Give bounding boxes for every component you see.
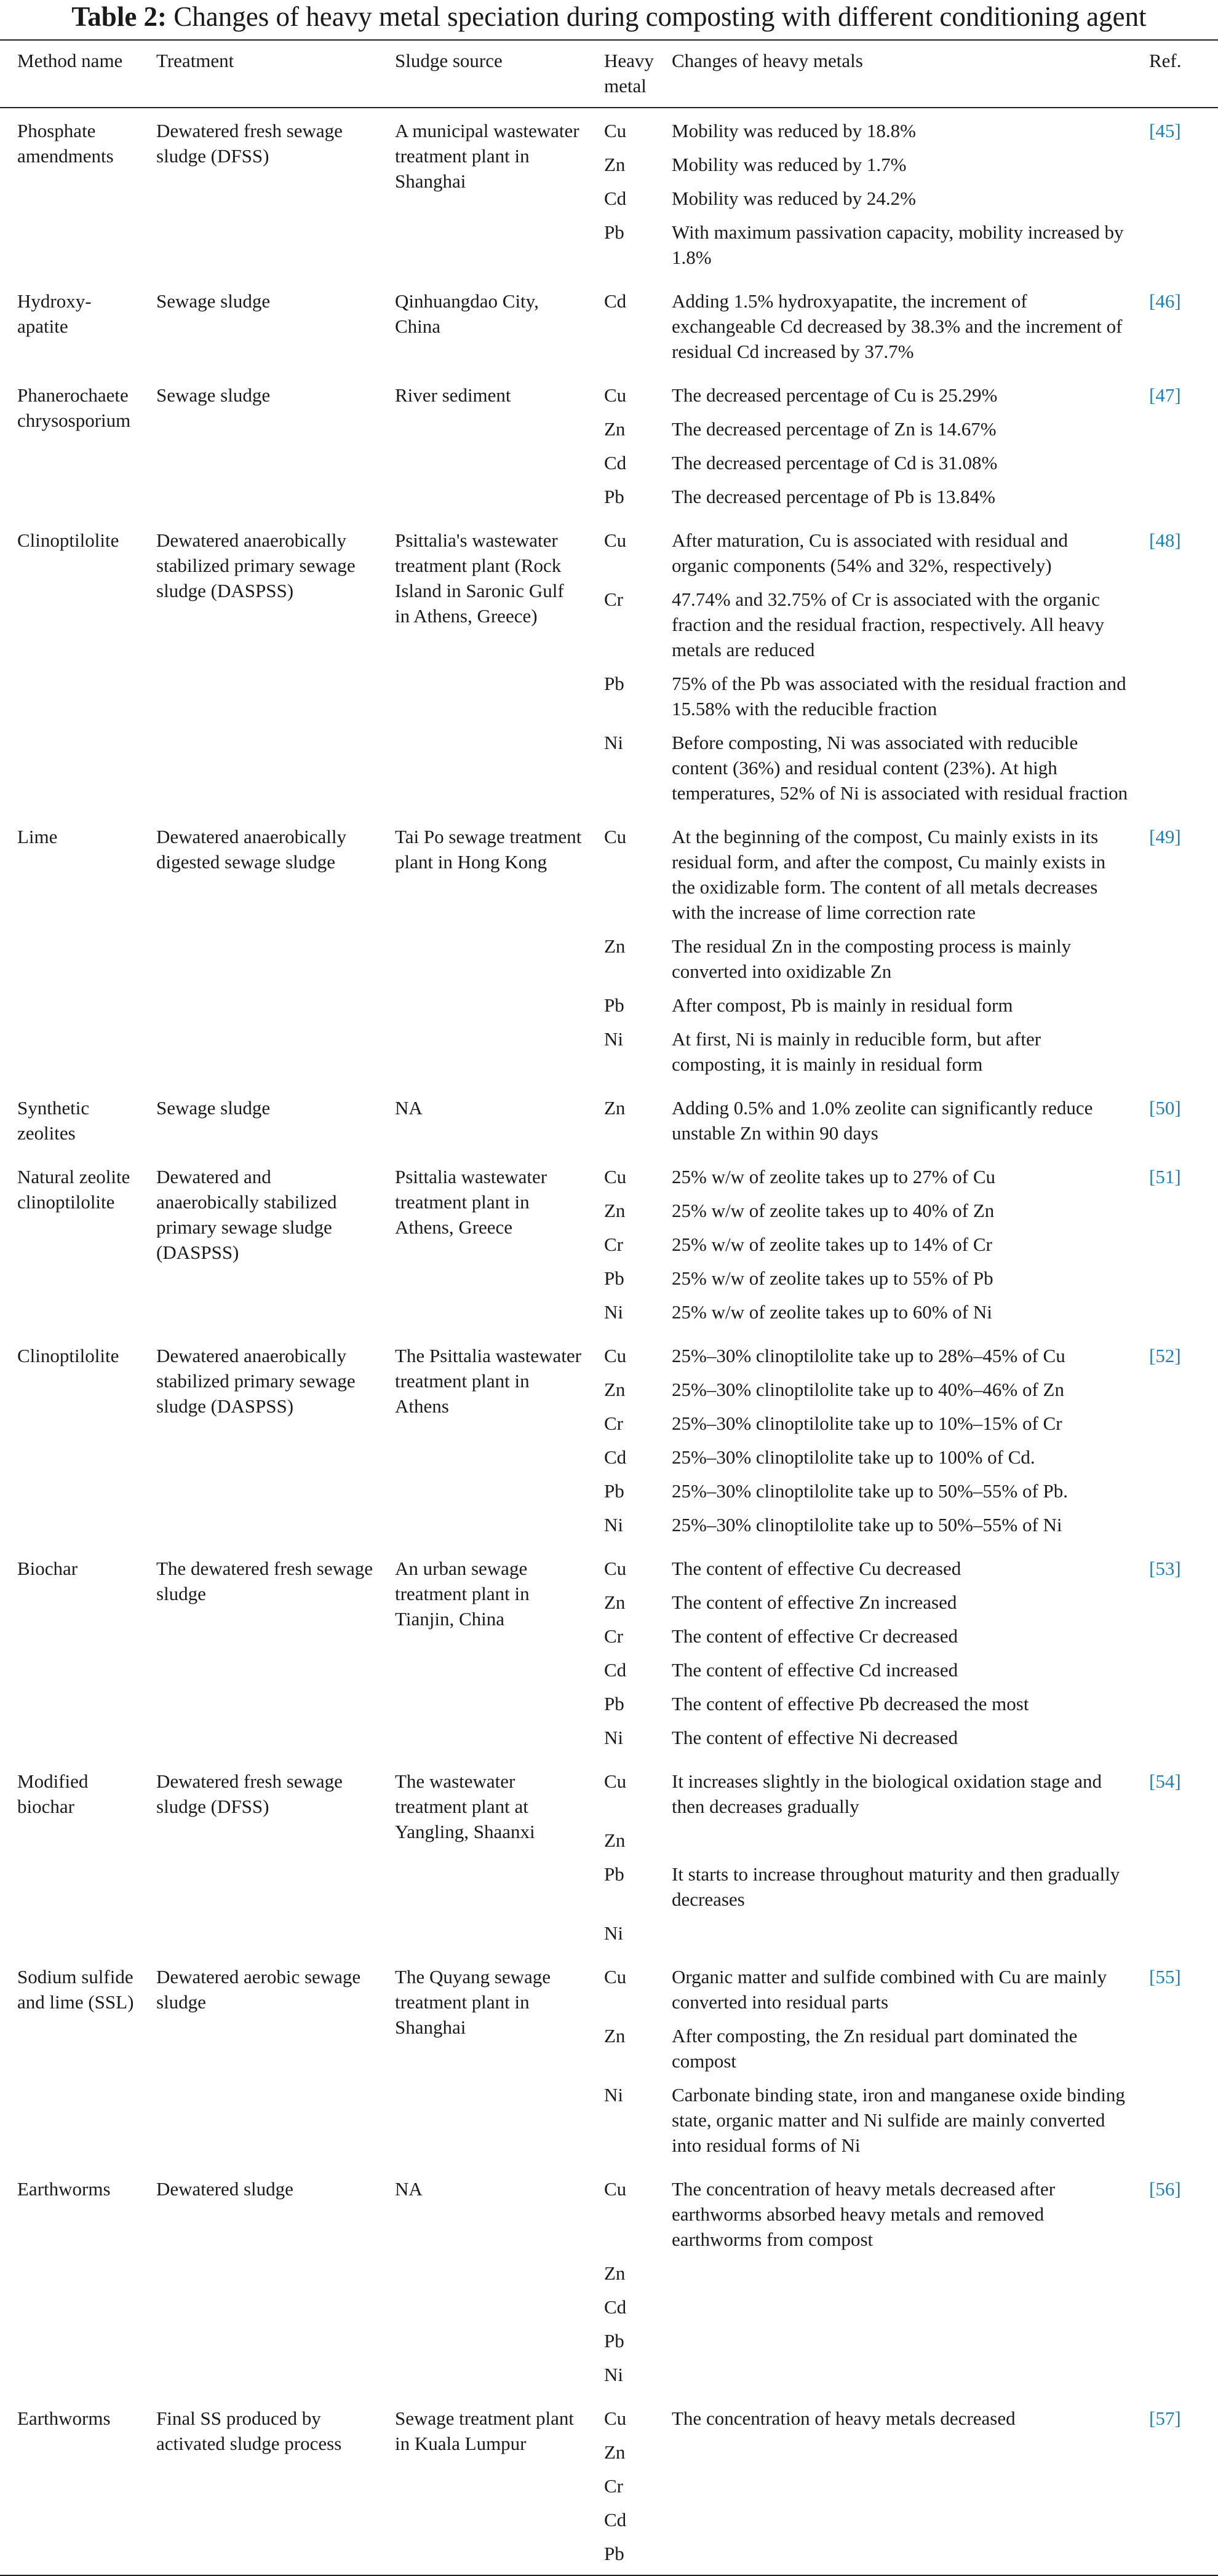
cell-changes — [655, 279, 1132, 373]
cell-treatment: Dewatered anaerobically stabilized primary sewage sludge (DASPSS) — [156, 1345, 356, 1417]
heavy-metal-change: Adding 1.5% hydroxyapatite, the increment of exchangeable Cd decreased by 38.3% and the increment of residual Cd increased by 37.7% — [672, 290, 1123, 362]
heavy-metal-symbol: Ni — [604, 2084, 623, 2106]
heavy-metal-symbol: Cu — [604, 529, 627, 551]
header-metal: Heavy metal — [604, 50, 654, 97]
cell-changes — [655, 2396, 1132, 2575]
heavy-metal-change: The content of effective Ni decreased — [672, 1727, 958, 1748]
heavy-metal-change: 25%–30% clinoptilolite take up to 100% of Cd. — [672, 1446, 1035, 1468]
cell-treatment: Sewage sludge — [156, 290, 271, 312]
heavy-metal-change: The concentration of heavy metals decreased — [672, 2408, 1016, 2429]
cell-method: Hydroxy-apatite — [17, 290, 92, 337]
cell-metals — [587, 1154, 655, 1333]
heavy-metal-symbol: Pb — [604, 1480, 624, 1502]
cell-changes — [655, 1759, 1132, 1954]
reference-link[interactable]: [51] — [1149, 1166, 1181, 1187]
cell-changes — [655, 108, 1132, 279]
cell-method: Modified biochar — [17, 1770, 89, 1817]
cell-source: NA — [395, 1097, 423, 1119]
heavy-metal-symbol: Ni — [604, 1301, 623, 1323]
reference-link[interactable]: [47] — [1149, 384, 1181, 406]
heavy-metal-change: After maturation, Cu is associated with residual and organic components (54% and 32%, respectively) — [672, 529, 1068, 576]
heavy-metal-symbol: Cr — [604, 589, 623, 610]
heavy-metal-symbol: Zn — [604, 2025, 626, 2047]
cell-source: An urban sewage treatment plant in Tianjin, China — [395, 1558, 530, 1630]
heavy-metal-symbol: Pb — [604, 1863, 624, 1885]
heavy-metal-change: It starts to increase throughout maturity and then gradually decreases — [672, 1863, 1120, 1910]
heavy-metal-change: It increases slightly in the biological oxidation stage and then decreases gradually — [672, 1770, 1102, 1817]
reference-link[interactable]: [52] — [1149, 1345, 1181, 1366]
cell-ref — [1132, 108, 1218, 279]
cell-ref — [1132, 279, 1218, 373]
table-row — [0, 518, 1218, 814]
heavy-metal-change: 75% of the Pb was associated with the residual fraction and 15.58% with the reducible fraction — [672, 673, 1126, 719]
header-source: Sludge source — [395, 50, 503, 71]
heavy-metal-symbol: Zn — [604, 1829, 626, 1851]
heavy-metal-change — [672, 1828, 1128, 1861]
heavy-metal-symbol: Ni — [604, 2364, 623, 2385]
cell-method: Earthworms — [17, 2408, 111, 2429]
heavy-metal-change: 25%–30% clinoptilolite take up to 10%–15% of Cr — [672, 1413, 1062, 1434]
heavy-metal-change: 47.74% and 32.75% of Cr is associated with the organic fraction and the residual fraction, respectively. All heavy metals are reduced — [672, 589, 1104, 660]
cell-source: Tai Po sewage treatment plant in Hong Kong — [395, 826, 582, 873]
heavy-metal-symbol: Cd — [604, 1659, 627, 1681]
reference-link[interactable]: [55] — [1149, 1966, 1181, 1987]
cell-treatment: Dewatered and anaerobically stabilized primary sewage sludge (DASPSS) — [156, 1166, 337, 1263]
heavy-metal-symbol: Cu — [604, 1558, 627, 1579]
cell-changes — [655, 1954, 1132, 2166]
heavy-metal-change — [672, 2541, 1128, 2575]
heavy-metal-change: 25%–30% clinoptilolite take up to 28%–45% of Cu — [672, 1345, 1065, 1366]
cell-metals — [587, 2396, 655, 2575]
table-row — [0, 1333, 1218, 1546]
cell-ref — [1132, 373, 1218, 518]
cell-method: Clinoptilolite — [17, 1345, 119, 1366]
heavy-metal-symbol: Zn — [604, 2262, 626, 2284]
heavy-metal-change: After composting, the Zn residual part dominated the compost — [672, 2025, 1078, 2072]
cell-ref — [1132, 2396, 1218, 2575]
cell-metals — [587, 814, 655, 1085]
heavy-metal-change: The content of effective Cr decreased — [672, 1625, 958, 1647]
cell-treatment: Dewatered aerobic sewage sludge — [156, 1966, 361, 2013]
heavy-metal-change: The decreased percentage of Cu is 25.29% — [672, 384, 998, 406]
cell-changes — [655, 373, 1132, 518]
cell-method: Synthetic zeolites — [17, 1097, 90, 1144]
heavy-metal-change — [672, 2362, 1128, 2396]
heavy-metal-change — [672, 2294, 1128, 2328]
cell-ref — [1132, 1954, 1218, 2166]
heavy-metal-change: Mobility was reduced by 24.2% — [672, 188, 916, 209]
cell-source: The Psittalia wastewater treatment plant in Athens — [395, 1345, 582, 1417]
cell-method: Natural zeolite clinoptilolite — [17, 1166, 130, 1213]
table-row — [0, 1085, 1218, 1154]
heavy-metal-symbol: Pb — [604, 486, 624, 507]
cell-method: Biochar — [17, 1558, 78, 1579]
table-row — [0, 1154, 1218, 1333]
cell-treatment: Dewatered anaerobically digested sewage sludge — [156, 826, 346, 873]
heavy-metal-symbol: Cr — [604, 1234, 623, 1255]
heavy-metal-change: 25% w/w of zeolite takes up to 55% of Pb — [672, 1267, 993, 1289]
cell-changes — [655, 1085, 1132, 1154]
heavy-metal-symbol: Pb — [604, 994, 624, 1016]
heavy-metal-change — [672, 2328, 1128, 2362]
reference-link[interactable]: [49] — [1149, 826, 1181, 847]
table-row — [0, 2396, 1218, 2575]
reference-link[interactable]: [46] — [1149, 290, 1181, 312]
heavy-metal-symbol: Zn — [604, 418, 626, 440]
heavy-metal-symbol: Ni — [604, 1028, 623, 1050]
heavy-metal-change — [672, 2507, 1128, 2541]
cell-metals — [587, 279, 655, 373]
cell-ref — [1132, 1759, 1218, 1954]
cell-source: River sediment — [395, 384, 511, 406]
cell-method: Lime — [17, 826, 58, 847]
heavy-metal-change: The decreased percentage of Pb is 13.84% — [672, 486, 995, 507]
table-row — [0, 108, 1218, 279]
heavy-metal-symbol: Zn — [604, 154, 626, 175]
heavy-metal-symbol: Cr — [604, 1413, 623, 1434]
table-body — [0, 108, 1218, 2575]
heavy-metal-change: The content of effective Cu decreased — [672, 1558, 961, 1579]
cell-ref — [1132, 1546, 1218, 1759]
cell-treatment: Dewatered sludge — [156, 2178, 293, 2200]
reference-link[interactable]: [56] — [1149, 2178, 1181, 2200]
header-changes: Changes of heavy metals — [672, 50, 863, 71]
heavy-metal-symbol: Cu — [604, 1166, 627, 1187]
table-row — [0, 814, 1218, 1085]
heavy-metal-change: The decreased percentage of Cd is 31.08% — [672, 452, 998, 474]
reference-link[interactable]: [48] — [1149, 529, 1181, 551]
cell-source: The wastewater treatment plant at Yangling, Shaanxi — [395, 1770, 535, 1842]
cell-metals — [587, 1546, 655, 1759]
heavy-metal-symbol: Zn — [604, 1097, 626, 1119]
heavy-metal-symbol: Cu — [604, 2408, 627, 2429]
heavy-metal-change: Carbonate binding state, iron and manganese oxide binding state, organic matter and Ni sulfide are mainly converted into residual forms of Ni — [672, 2084, 1125, 2156]
heavy-metal-change: 25%–30% clinoptilolite take up to 50%–55% of Ni — [672, 1514, 1062, 1536]
cell-ref — [1132, 814, 1218, 1085]
heavy-metal-symbol: Ni — [604, 1514, 623, 1536]
heavy-metal-symbol: Zn — [604, 1379, 626, 1400]
heavy-metal-symbol: Ni — [604, 1727, 623, 1748]
heavy-metal-change: The decreased percentage of Zn is 14.67% — [672, 418, 997, 440]
heavy-metal-change: The residual Zn in the composting process is mainly converted into oxidizable Zn — [672, 935, 1072, 982]
header-ref: Ref. — [1149, 50, 1182, 71]
cell-method: Phosphate amendments — [17, 120, 114, 167]
heavy-metal-change: 25% w/w of zeolite takes up to 27% of Cu — [672, 1166, 996, 1187]
header-treatment: Treatment — [156, 50, 234, 71]
heavy-metal-change: With maximum passivation capacity, mobility increased by 1.8% — [672, 221, 1124, 268]
reference-link[interactable]: [45] — [1149, 120, 1181, 141]
heavy-metal-symbol: Cu — [604, 826, 627, 847]
heavy-metal-symbol: Cd — [604, 2509, 627, 2530]
heavy-metal-symbol: Zn — [604, 1591, 626, 1613]
table-row — [0, 279, 1218, 373]
heavy-metal-change: At the beginning of the compost, Cu mainly exists in its residual form, and after the compost, Cu mainly exists in the oxidizable form. The content of all metals decreases with the increase of lime correction rate — [672, 826, 1106, 923]
table-caption — [0, 0, 1218, 37]
caption-label: Table 2: — [71, 1, 167, 32]
heavy-metal-symbol: Ni — [604, 1922, 623, 1944]
table-row — [0, 373, 1218, 518]
cell-metals — [587, 108, 655, 279]
heavy-metal-symbol: Cr — [604, 2475, 623, 2497]
heavy-metal-symbol: Cu — [604, 2178, 627, 2200]
cell-changes — [655, 1546, 1132, 1759]
table-header-row — [0, 40, 1218, 108]
cell-treatment: Sewage sludge — [156, 384, 271, 406]
cell-method: Phanerochaete chrysosporium — [17, 384, 131, 431]
heavy-metal-change: Adding 0.5% and 1.0% zeolite can significantly reduce unstable Zn within 90 days — [672, 1097, 1093, 1144]
cell-changes — [655, 814, 1132, 1085]
heavy-metal-symbol: Pb — [604, 673, 624, 694]
cell-treatment: Sewage sludge — [156, 1097, 271, 1119]
cell-changes — [655, 1333, 1132, 1546]
heavy-metal-change: 25% w/w of zeolite takes up to 14% of Cr — [672, 1234, 992, 1255]
reference-link[interactable]: [57] — [1149, 2408, 1181, 2429]
cell-method: Earthworms — [17, 2178, 111, 2200]
reference-link[interactable]: [53] — [1149, 1558, 1181, 1579]
heavy-metal-symbol: Cd — [604, 1446, 627, 1468]
heavy-metal-symbol: Pb — [604, 1267, 624, 1289]
heavy-metal-symbol: Pb — [604, 1693, 624, 1714]
cell-metals — [587, 373, 655, 518]
cell-ref — [1132, 518, 1218, 814]
heavy-metal-change: The content of effective Pb decreased the most — [672, 1693, 1029, 1714]
heavy-metal-symbol: Pb — [604, 221, 624, 243]
cell-metals — [587, 1085, 655, 1154]
heavy-metal-change: 25%–30% clinoptilolite take up to 50%–55% of Pb. — [672, 1480, 1069, 1502]
caption-title: Changes of heavy metal speciation during composting with different conditioning agent — [173, 1, 1147, 32]
heavy-metal-symbol: Pb — [604, 2330, 624, 2352]
heavy-metal-change: Mobility was reduced by 1.7% — [672, 154, 907, 175]
cell-ref — [1132, 2166, 1218, 2396]
heavy-metal-symbol: Pb — [604, 2543, 624, 2564]
heavy-metal-change: 25%–30% clinoptilolite take up to 40%–46% of Zn — [672, 1379, 1064, 1400]
heavy-metal-change: After compost, Pb is mainly in residual form — [672, 994, 1013, 1016]
heavy-metal-change — [672, 2261, 1128, 2294]
reference-link[interactable]: [54] — [1149, 1770, 1181, 1792]
heavy-metal-symbol: Cu — [604, 1966, 627, 1987]
cell-treatment: Dewatered fresh sewage sludge (DFSS) — [156, 120, 343, 167]
heavy-metal-change — [672, 2439, 1128, 2473]
header-method: Method name — [17, 50, 123, 71]
cell-source: Qinhuangdao City, China — [395, 290, 539, 337]
heavy-metal-symbol: Cd — [604, 290, 627, 312]
cell-ref — [1132, 1085, 1218, 1154]
heavy-metal-change: At first, Ni is mainly in reducible form, but after composting, it is mainly in residual form — [672, 1028, 1041, 1075]
cell-treatment: The dewatered fresh sewage sludge — [156, 1558, 373, 1604]
table-row — [0, 1954, 1218, 2166]
cell-source: The Quyang sewage treatment plant in Shanghai — [395, 1966, 551, 2038]
heavy-metal-change: 25% w/w of zeolite takes up to 40% of Zn — [672, 1200, 995, 1221]
heavy-metal-symbol: Cd — [604, 2296, 627, 2318]
cell-source: NA — [395, 2178, 423, 2200]
heavy-metal-change — [672, 2473, 1128, 2507]
heavy-metal-change: The content of effective Cd increased — [672, 1659, 958, 1681]
heavy-metal-symbol: Cu — [604, 1770, 627, 1792]
heavy-metal-symbol: Cu — [604, 384, 627, 406]
table-row — [0, 1546, 1218, 1759]
heavy-metal-table — [0, 39, 1218, 2576]
cell-treatment: Dewatered anaerobically stabilized primary sewage sludge (DASPSS) — [156, 529, 356, 601]
heavy-metal-change — [672, 1920, 1128, 1954]
cell-changes — [655, 518, 1132, 814]
reference-link[interactable]: [50] — [1149, 1097, 1181, 1119]
heavy-metal-change: Organic matter and sulfide combined with Cu are mainly converted into residual parts — [672, 1966, 1107, 2013]
heavy-metal-symbol: Zn — [604, 2441, 626, 2463]
heavy-metal-symbol: Cd — [604, 188, 627, 209]
heavy-metal-change: Mobility was reduced by 18.8% — [672, 120, 916, 141]
cell-metals — [587, 1333, 655, 1546]
heavy-metal-symbol: Cu — [604, 120, 627, 141]
cell-source: Sewage treatment plant in Kuala Lumpur — [395, 2408, 574, 2454]
heavy-metal-symbol: Zn — [604, 1200, 626, 1221]
cell-ref — [1132, 1154, 1218, 1333]
cell-metals — [587, 518, 655, 814]
heavy-metal-symbol: Cr — [604, 1625, 623, 1647]
heavy-metal-symbol: Cu — [604, 1345, 627, 1366]
cell-source: A municipal wastewater treatment plant in Shanghai — [395, 120, 579, 192]
cell-ref — [1132, 1333, 1218, 1546]
cell-metals — [587, 2166, 655, 2396]
heavy-metal-change: The content of effective Zn increased — [672, 1591, 957, 1613]
cell-treatment: Final SS produced by activated sludge process — [156, 2408, 342, 2454]
cell-source: Psittalia's wastewater treatment plant (Rock Island in Saronic Gulf in Athens, Greece) — [395, 529, 564, 627]
heavy-metal-symbol: Ni — [604, 732, 623, 753]
cell-changes — [655, 1154, 1132, 1333]
heavy-metal-symbol: Zn — [604, 935, 626, 957]
heavy-metal-symbol: Cd — [604, 452, 627, 474]
cell-method: Clinoptilolite — [17, 529, 119, 551]
cell-metals — [587, 1759, 655, 1954]
heavy-metal-change: Before composting, Ni was associated with reducible content (36%) and residual content (23%). At high temperatures, 52% of Ni is associated with residual fraction — [672, 732, 1128, 804]
heavy-metal-change: 25% w/w of zeolite takes up to 60% of Ni — [672, 1301, 992, 1323]
cell-changes — [655, 2166, 1132, 2396]
cell-method: Sodium sulfide and lime (SSL) — [17, 1966, 134, 2013]
cell-metals — [587, 1954, 655, 2166]
table-row — [0, 2166, 1218, 2396]
heavy-metal-change: The concentration of heavy metals decreased after earthworms absorbed heavy metals and removed earthworms from compost — [672, 2178, 1056, 2250]
cell-source: Psittalia wastewater treatment plant in Athens, Greece — [395, 1166, 547, 1238]
table-row — [0, 1759, 1218, 1954]
cell-treatment: Dewatered fresh sewage sludge (DFSS) — [156, 1770, 343, 1817]
